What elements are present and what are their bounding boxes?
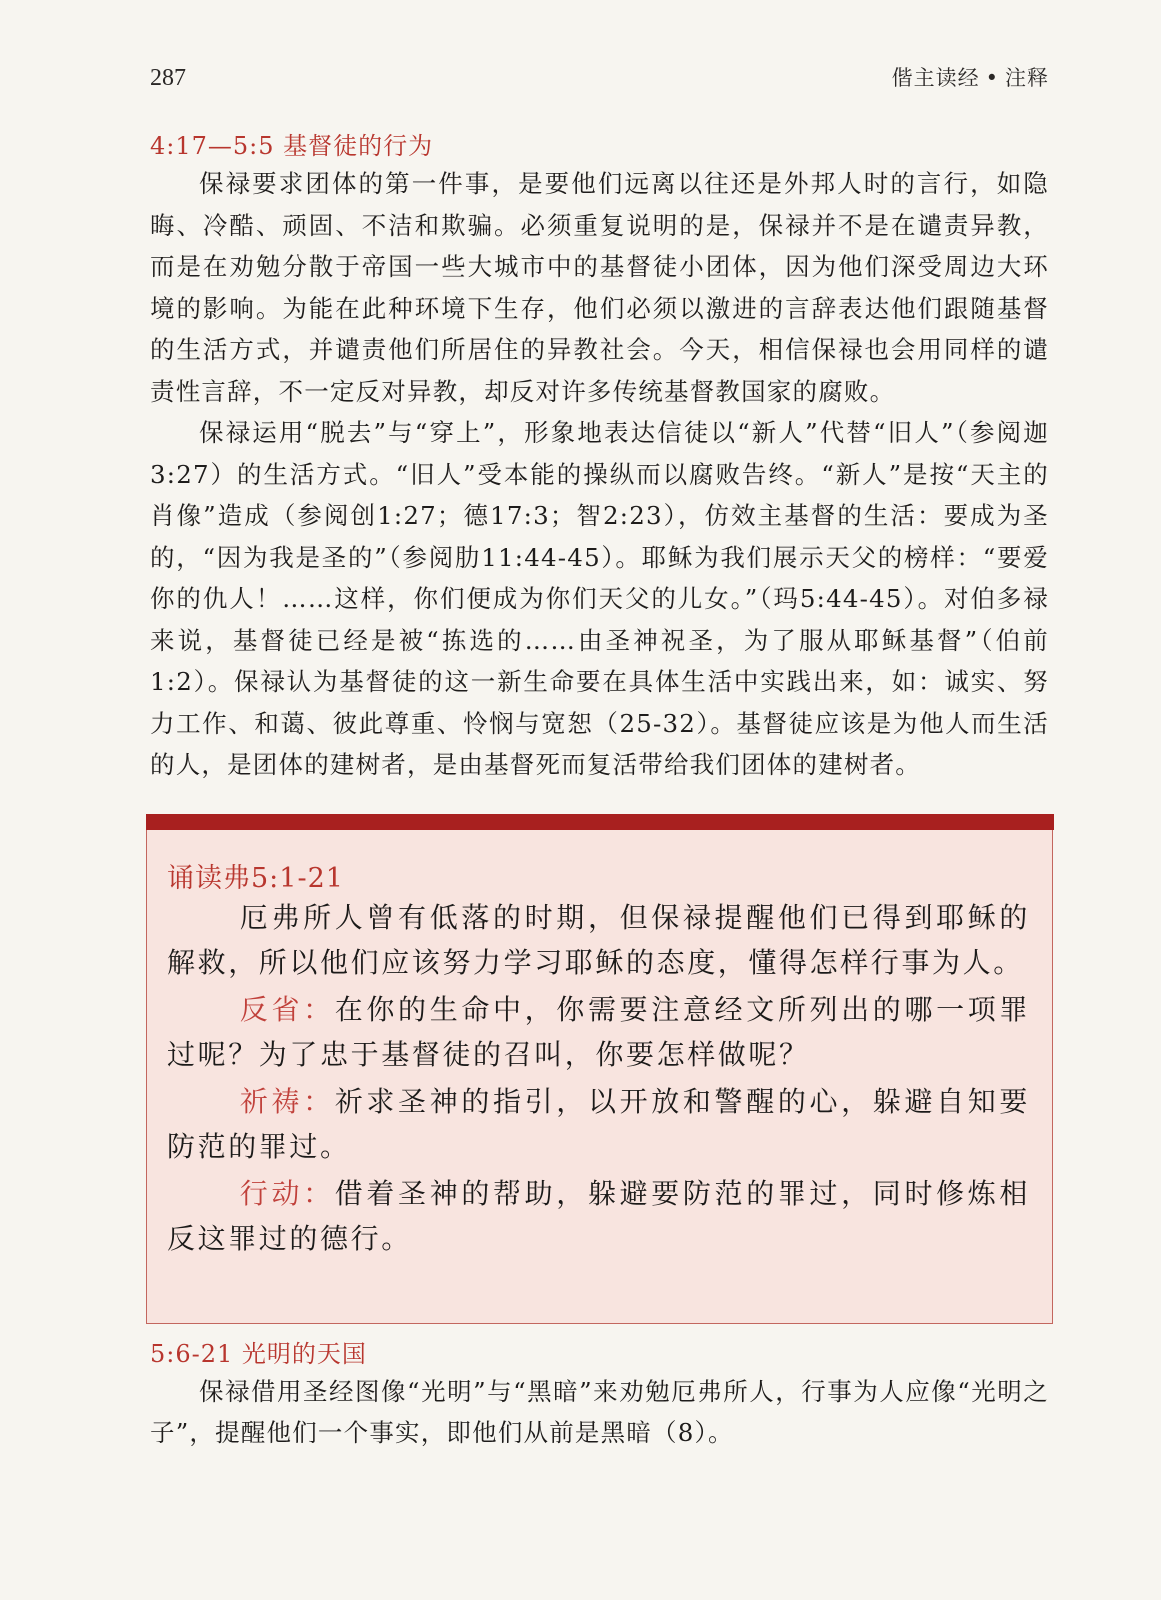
body-paragraph: 保禄借用圣经图像“光明”与“黑暗”来劝勉厄弗所人，行事为人应像“光明之子”，提醒他们一个事实，即他们从前是黑暗（8）。 xyxy=(150,1376,1049,1447)
reflection-text: 在你的生命中，你需要注意经文所列出的哪一项罪过呢？为了忠于基督徒的召叫，你要怎样做呢？ xyxy=(167,992,1030,1071)
action-label: 行动： xyxy=(239,1176,335,1210)
reading-box-intro: 厄弗所人曾有低落的时期，但保禄提醒他们已得到耶稣的解救，所以他们应该努力学习耶稣的态度，懂得怎样行事为人。 xyxy=(167,900,1030,979)
running-head xyxy=(892,62,1049,92)
prayer-item xyxy=(167,1079,1030,1170)
section-title-kingdom-of-light: 5:6-21 光明的天国 xyxy=(150,1339,367,1368)
body-paragraph: 保禄要求团体的第一件事，是要他们远离以往还是外邦人时的言行，如隐晦、冷酷、顽固、不洁和欺骗。必须重复说明的是，保禄并不是在谴责异教，而是在劝勉分散于帝国一些大城市中的基督徒小团体，因为他们深受周边大环境的影响。为能在此种环境下生存，他们必须以激进的言辞表达他们跟随基督的生活方式，并谴责他们所居住的异教社会。今天，相信保禄也会用同样的谴责性言辞，不一定反对异教，却反对许多传统基督教国家的腐败。 xyxy=(150,169,1049,406)
running-head-separator: • xyxy=(985,66,999,90)
page-number: 287 xyxy=(150,65,186,91)
reflection-label: 反省： xyxy=(239,992,335,1026)
running-head-subtitle: 注释 xyxy=(1005,66,1049,90)
running-head-title: 偕主读经 xyxy=(891,66,980,90)
prayer-text: 祈求圣神的指引，以开放和警醒的心，躲避自知要防范的罪过。 xyxy=(167,1084,1030,1163)
body-paragraph: 保禄运用“脱去”与“穿上”，形象地表达信徒以“新人”代替“旧人”（参阅迦3:27）的生活方式。“旧人”受本能的操纵而以腐败告终。“新人”是按“天主的肖像”造成（参阅创1:27；德17:3；智2:23），仿效主基督的生活：要成为圣的，“因为我是圣的”（参阅肋11:44-45）。耶稣为我们展示天父的榜样：“要爱你的仇人！……这样，你们便成为你们天父的儿女。”（玛5:44-45）。对伯多禄来说，基督徒已经是被“拣选的……由圣神祝圣，为了服从耶稣基督”（伯前1:2）。保禄认为基督徒的这一新生命要在具体生活中实践出来，如：诚实、努力工作、和蔼、彼此尊重、怜悯与宽恕（25-32）。基督徒应该是为他人而生活的人，是团体的建树者，是由基督死而复活带给我们团体的建树者。 xyxy=(150,418,1049,779)
reading-box-top-bar xyxy=(146,814,1054,830)
reflection-item xyxy=(167,987,1030,1078)
page-header xyxy=(150,62,1049,102)
prayer-label: 祈祷： xyxy=(239,1084,335,1118)
reading-box xyxy=(146,814,1053,1324)
section-title-conduct: 4:17—5:5 基督徒的行为 xyxy=(150,132,434,160)
reading-box-title: 诵读弗5:1-21 xyxy=(167,862,344,894)
action-item xyxy=(167,1171,1030,1262)
action-text: 借着圣神的帮助，躲避要防范的罪过，同时修炼相反这罪过的德行。 xyxy=(167,1176,1030,1255)
